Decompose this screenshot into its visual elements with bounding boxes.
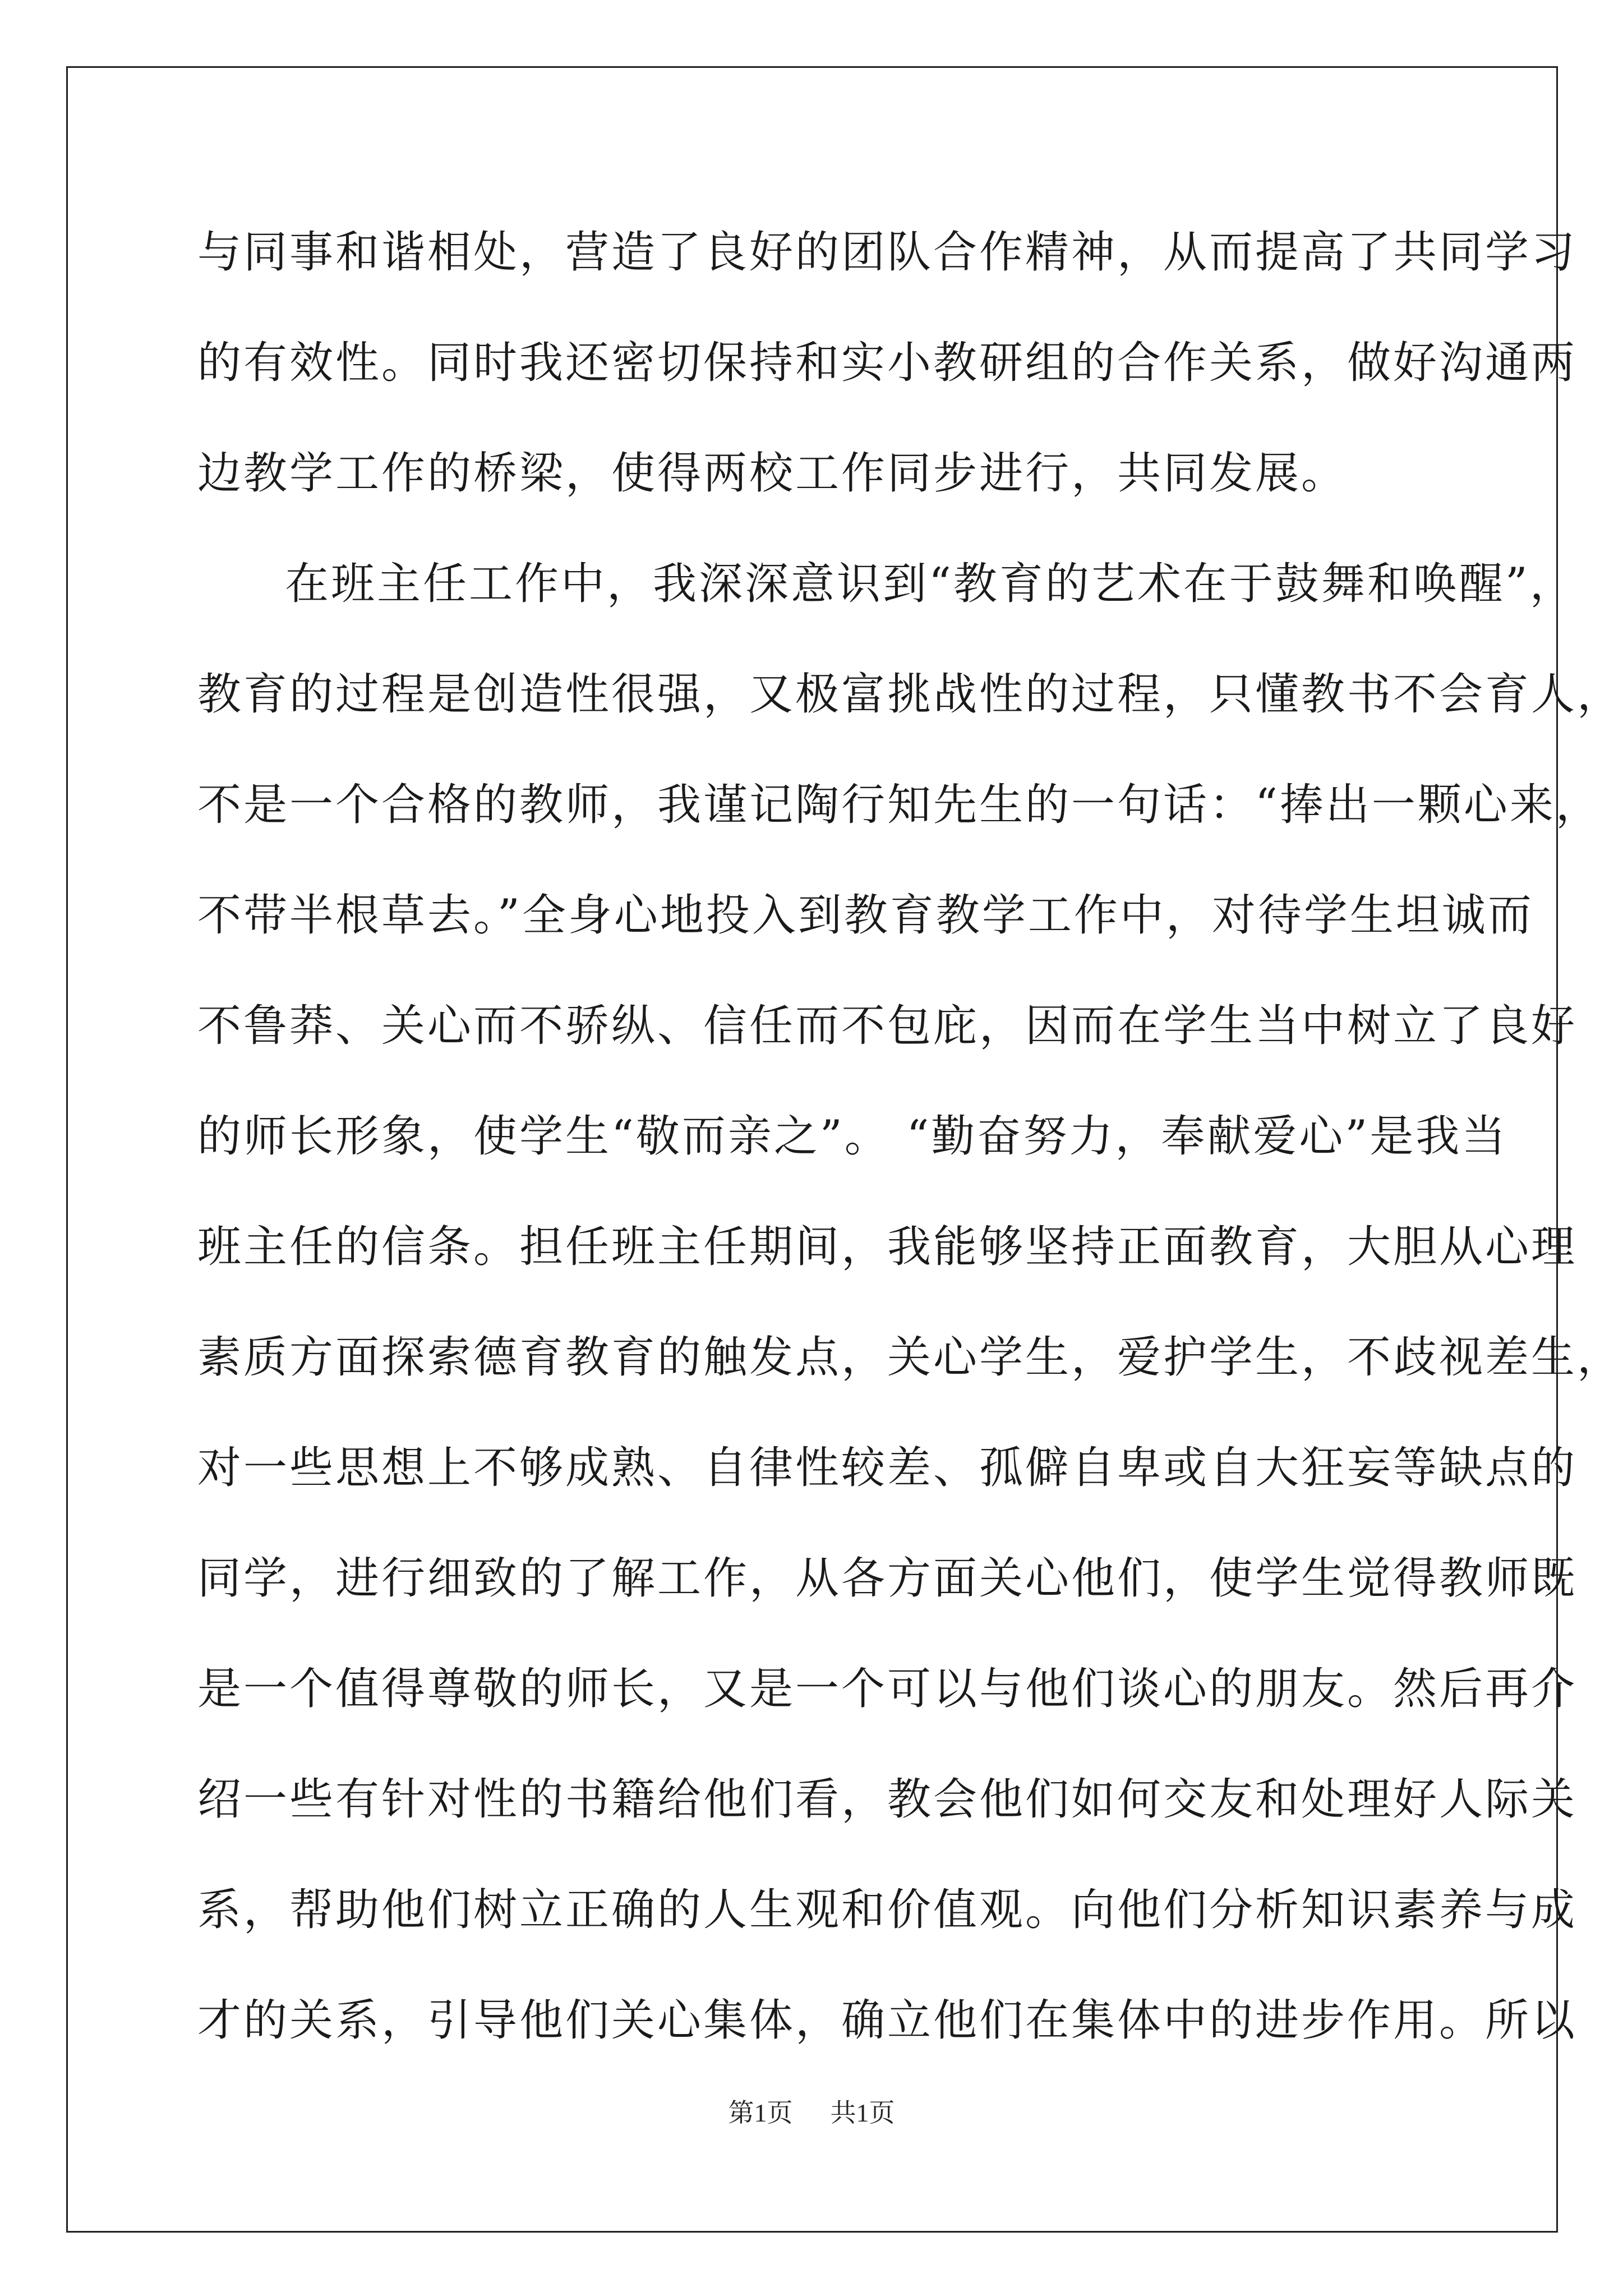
paragraph-2-line-4: 不带半根草去。”全身心地投入到教育教学工作中，对待学生坦诚而 bbox=[197, 890, 1534, 941]
paragraph-2-line-13: 系，帮助他们树立正确的人生观和价值观。向他们分析知识素养与成 bbox=[197, 1885, 1578, 1935]
page-number-label: 第1页 bbox=[728, 2099, 793, 2127]
paragraph-2-line-14: 才的关系，引导他们关心集体，确立他们在集体中的进步作用。所以 bbox=[197, 1995, 1578, 2046]
document-body bbox=[197, 219, 1623, 2097]
paragraph-2-line-6: 的师长形象，使学生“敬而亲之”。 “勤奋努力，奉献爱心”是我当 bbox=[197, 1111, 1508, 1162]
paragraph-2-line-1: 在班主任工作中，我深深意识到“教育的艺术在于鼓舞和唤醒”， bbox=[285, 559, 1576, 609]
page-footer bbox=[0, 2092, 1623, 2129]
paragraph-2-line-8: 素质方面探索德育教育的触发点，关心学生，爱护学生，不歧视差生， bbox=[197, 1332, 1623, 1383]
paragraph-2-line-7: 班主任的信条。担任班主任期间，我能够坚持正面教育，大胆从心理 bbox=[197, 1222, 1578, 1272]
paragraph-2-line-9: 对一些思想上不够成熟、自律性较差、孤僻自卑或自大狂妄等缺点的 bbox=[197, 1443, 1578, 1493]
total-pages-label: 共1页 bbox=[830, 2099, 895, 2127]
paragraph-2-line-5: 不鲁莽、关心而不骄纵、信任而不包庇，因而在学生当中树立了良好 bbox=[197, 1001, 1578, 1051]
paragraph-2-line-10: 同学，进行细致的了解工作，从各方面关心他们，使学生觉得教师既 bbox=[197, 1553, 1578, 1604]
paragraph-2-line-2: 教育的过程是创造性很强，又极富挑战性的过程，只懂教书不会育人， bbox=[197, 669, 1623, 720]
paragraph-1-line-3: 边教学工作的桥梁，使得两校工作同步进行，共同发展。 bbox=[197, 448, 1348, 499]
paragraph-1-line-1: 与同事和谐相处，营造了良好的团队合作精神，从而提高了共同学习 bbox=[197, 227, 1578, 278]
paragraph-2-line-3: 不是一个合格的教师，我谨记陶行知先生的一句话：“捧出一颗心来， bbox=[197, 780, 1602, 830]
paragraph-1-line-2: 的有效性。同时我还密切保持和实小教研组的合作关系，做好沟通两 bbox=[197, 338, 1578, 388]
paragraph-2-line-11: 是一个值得尊敬的师长，又是一个可以与他们谈心的朋友。然后再介 bbox=[197, 1664, 1578, 1714]
paragraph-2-line-12: 绍一些有针对性的书籍给他们看，教会他们如何交友和处理好人际关 bbox=[197, 1774, 1578, 1825]
